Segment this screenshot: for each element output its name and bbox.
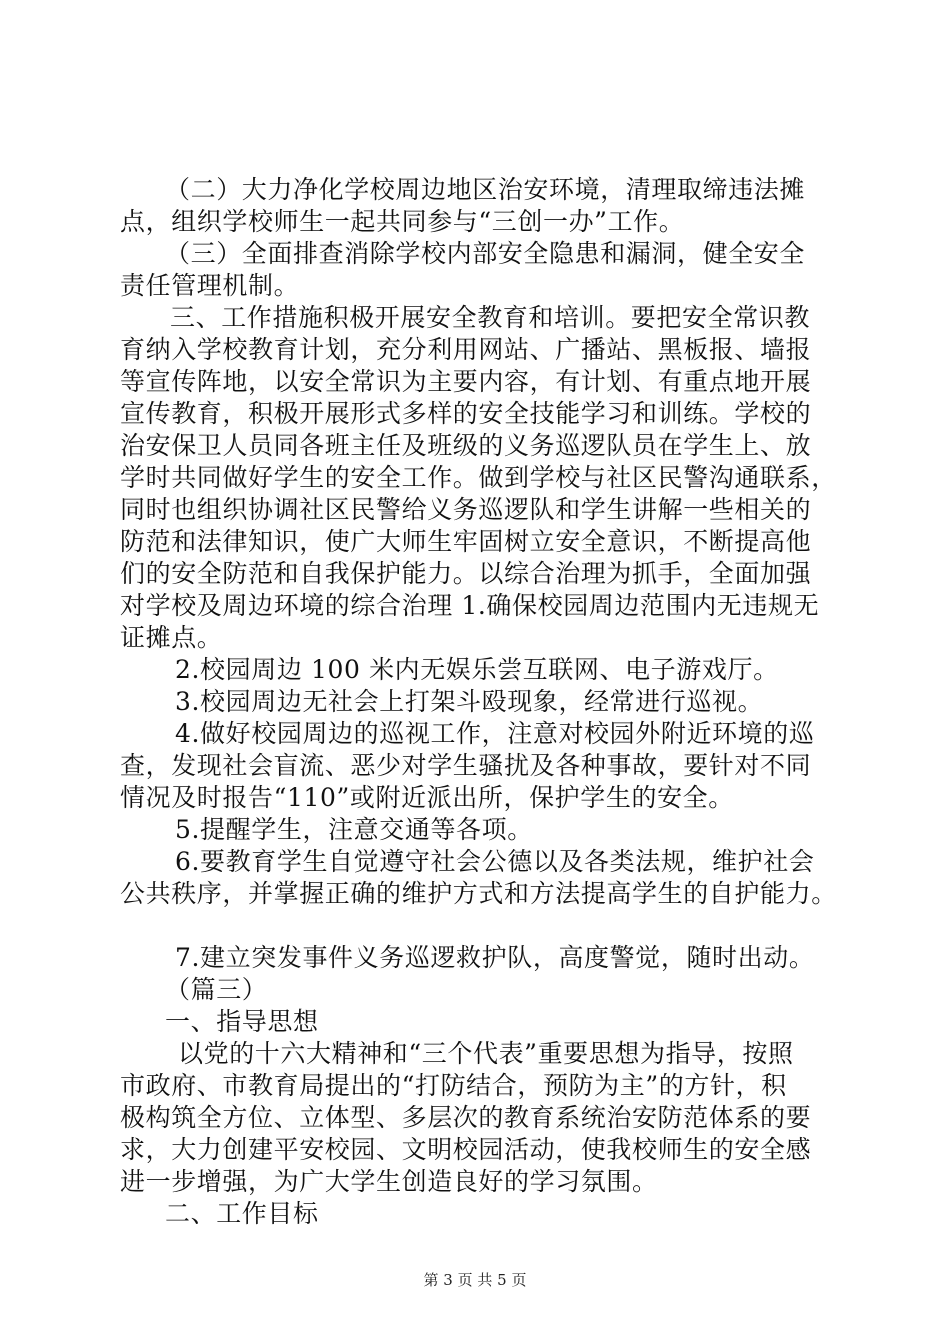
paragraph-line: 2.校园周边 100 米内无娱乐尝互联网、电子游戏厅。: [175, 655, 779, 684]
paragraph-line: 责任管理机制。: [120, 271, 300, 300]
paragraph-line: 学时共同做好学生的安全工作。做到学校与社区民警沟通联系，: [120, 463, 837, 492]
section-heading: 二、工作目标: [165, 1199, 319, 1228]
paragraph-line: 防范和法律知识，使广大师生牢固树立安全意识，不断提高他: [120, 527, 812, 556]
paragraph-line: 极构筑全方位、立体型、多层次的教育系统治安防范体系的要: [120, 1103, 812, 1132]
paragraph-line: 4.做好校园周边的巡视工作，注意对校园外附近环境的巡: [175, 719, 815, 748]
paragraph-line: 同时也组织协调社区民警给义务巡逻队和学生讲解一些相关的: [120, 495, 812, 524]
section-heading: （篇三）: [165, 975, 268, 1004]
paragraph-line: 6.要教育学生自觉遵守社会公德以及各类法规，维护社会: [175, 847, 815, 876]
paragraph-line: 三、工作措施积极开展安全教育和培训。要把安全常识教: [170, 303, 811, 332]
paragraph-line: 以党的十六大精神和“三个代表”重要思想为指导，按照: [178, 1039, 794, 1068]
paragraph-line: 证摊点。: [120, 623, 223, 652]
paragraph-line: 查，发现社会盲流、恶少对学生骚扰及各种事故，要针对不同: [120, 751, 812, 780]
paragraph-line: 治安保卫人员同各班主任及班级的义务巡逻队员在学生上、放: [120, 431, 812, 460]
paragraph-line: （三）全面排查消除学校内部安全隐患和漏洞，健全安全: [165, 239, 806, 268]
paragraph-line: 们的安全防范和自我保护能力。以综合治理为抓手，全面加强: [120, 559, 812, 588]
paragraph-line: （二）大力净化学校周边地区治安环境，清理取缔违法摊: [165, 175, 806, 204]
paragraph-line: 7.建立突发事件义务巡逻救护队，高度警觉，随时出动。: [175, 943, 815, 972]
section-heading: 一、指导思想: [165, 1007, 319, 1036]
paragraph-line: 进一步增强，为广大学生创造良好的学习氛围。: [120, 1167, 658, 1196]
paragraph-line: 育纳入学校教育计划，充分利用网站、广播站、黑板报、墙报: [120, 335, 812, 364]
paragraph-line: 市政府、市教育局提出的“打防结合，预防为主”的方针，积: [120, 1071, 787, 1100]
page-footer: 第 3 页 共 5 页: [423, 1271, 527, 1289]
paragraph-line: 宣传教育，积极开展形式多样的安全技能学习和训练。学校的: [120, 399, 812, 428]
paragraph-line: 点，组织学校师生一起共同参与“三创一办”工作。: [120, 207, 685, 236]
paragraph-line: 对学校及周边环境的综合治理 1.确保校园周边范围内无违规无: [120, 591, 820, 620]
paragraph-line: 等宣传阵地，以安全常识为主要内容，有计划、有重点地开展: [120, 367, 812, 396]
paragraph-line: 3.校园周边无社会上打架斗殴现象，经常进行巡视。: [175, 687, 764, 716]
paragraph-line: 5.提醒学生，注意交通等各项。: [175, 815, 533, 844]
paragraph-line: 求，大力创建平安校园、文明校园活动，使我校师生的安全感: [120, 1135, 812, 1164]
paragraph-line: 公共秩序，并掌握正确的维护方式和方法提高学生的自护能力。: [120, 879, 837, 908]
paragraph-line: 情况及时报告“110”或附近派出所，保护学生的安全。: [120, 783, 734, 812]
